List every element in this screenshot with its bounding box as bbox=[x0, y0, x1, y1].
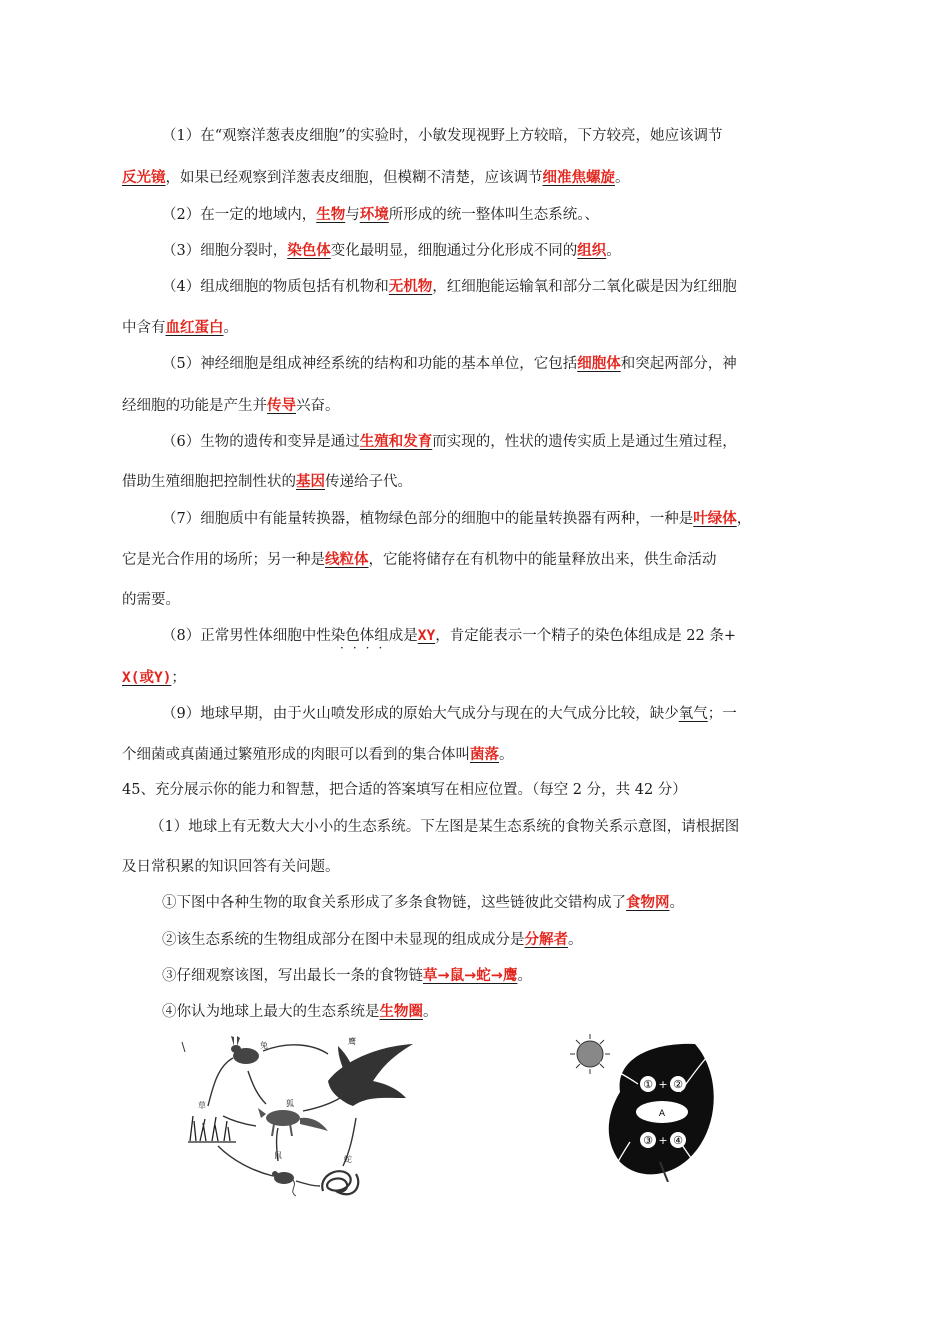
answer-decomposer: 分解者 bbox=[524, 932, 568, 948]
text-segment: 中含有 bbox=[122, 320, 166, 336]
arrow-grass-fox bbox=[223, 1116, 256, 1126]
text-segment: （2）在一定的地域内， bbox=[162, 207, 317, 223]
answer-food-chain: 草→鼠→蛇→鹰 bbox=[423, 968, 518, 984]
text-segment: （7）细胞质中有能量转换器，植物绿色部分的细胞中的能量转换器有两种，一种是 bbox=[162, 511, 694, 527]
answer-chloroplast: 叶绿体 bbox=[693, 511, 737, 527]
q3-line bbox=[162, 241, 621, 261]
q45-p1-line-1 bbox=[150, 817, 739, 837]
text-segment: ； bbox=[171, 670, 186, 686]
answer-environment: 环境 bbox=[359, 207, 389, 223]
text-segment: ， bbox=[736, 511, 752, 527]
text-segment: ，肯定能表示一个精子的染色体组成是 22 条+ bbox=[435, 628, 737, 644]
food-web-figure bbox=[178, 1036, 428, 1208]
text-segment: ，红细胞能运输氧和部分二氧化碳是因为红细胞 bbox=[432, 279, 737, 295]
answer-cell-body: 细胞体 bbox=[577, 356, 621, 372]
text-segment: ④你认为地球上最大的生态系统是 bbox=[162, 1004, 380, 1020]
label-grass: 草 bbox=[198, 1101, 206, 1110]
answer-colony: 菌落 bbox=[470, 747, 499, 763]
text-segment: 和突起两部分，神 bbox=[620, 356, 737, 372]
text-segment: ③仔细观察该图，写出最长一条的食物链 bbox=[162, 968, 423, 984]
text-segment: 。 bbox=[499, 747, 514, 763]
q45-s1 bbox=[162, 893, 684, 913]
emphasis-dots: ···· bbox=[340, 641, 392, 655]
text-segment: 借助生殖细胞把控制性状的 bbox=[122, 474, 296, 490]
q45-s3 bbox=[162, 966, 532, 986]
arrow-mouse-snake bbox=[296, 1181, 320, 1186]
text-segment: ，如果已经观察到洋葱表皮细胞，但模糊不清楚，应该调节 bbox=[165, 170, 543, 186]
q8-line-1 bbox=[162, 626, 736, 646]
q45-s4 bbox=[162, 1002, 438, 1022]
text-segment: （1）地球上有无数大大小小的生态系统。下左图是某生态系统的食物关系示意图，请根据图 bbox=[150, 819, 740, 835]
answer-reproduction: 生殖和发育 bbox=[359, 434, 433, 450]
q2-line bbox=[162, 205, 599, 225]
answer-inorganic: 无机物 bbox=[388, 279, 433, 295]
answer-tissue: 组织 bbox=[577, 243, 607, 259]
text-segment: （8）正常男性体细胞中性染色体组成是 bbox=[162, 628, 418, 644]
answer-conduct: 传导 bbox=[267, 398, 296, 414]
text-segment: 个细菌或真菌通过繁殖形成的肉眼可以看到的集合体叫 bbox=[122, 747, 470, 763]
label-1: ① bbox=[643, 1078, 653, 1091]
eagle-icon bbox=[328, 1044, 413, 1106]
label-snake: 蛇 bbox=[344, 1155, 352, 1164]
text-segment: 。 bbox=[568, 932, 583, 948]
corner-mark bbox=[182, 1042, 185, 1052]
label-3: ③ bbox=[643, 1134, 653, 1147]
snake-icon bbox=[322, 1171, 358, 1194]
text-segment: （5）神经细胞是组成神经系统的结构和功能的基本单位，它包括 bbox=[162, 356, 578, 372]
text-segment: ，它能将储存在有机物中的能量释放出来，供生命活动 bbox=[368, 552, 717, 568]
text-segment: 经细胞的功能是产生并 bbox=[122, 398, 267, 414]
text-segment: ；一 bbox=[707, 706, 737, 722]
answer-fine-focus: 细准焦螺旋 bbox=[542, 170, 615, 186]
q4-line-1 bbox=[162, 277, 737, 297]
answer-x-or-y: X(或Y) bbox=[122, 670, 172, 686]
text-segment: 它是光合作用的场所；另一种是 bbox=[122, 552, 325, 568]
answer-chromosome: 染色体 bbox=[287, 243, 331, 259]
answer-hemoglobin: 血红蛋白 bbox=[165, 320, 224, 336]
answer-reflector: 反光镜 bbox=[122, 170, 166, 186]
text-segment: 。 bbox=[606, 243, 621, 259]
arrow-rabbit-fox bbox=[248, 1071, 266, 1104]
text-segment: ②该生态系统的生物组成部分在图中未显现的组成成分是 bbox=[162, 932, 525, 948]
q1-line-1 bbox=[162, 126, 723, 146]
arrow-grass-rabbit bbox=[208, 1058, 233, 1106]
label-4: ④ bbox=[673, 1134, 683, 1147]
text-segment: 。 bbox=[615, 170, 630, 186]
text-segment: 兴奋。 bbox=[296, 398, 340, 414]
arrow-fox-eagle bbox=[303, 1098, 340, 1111]
label-eagle: 鹰 bbox=[348, 1037, 356, 1046]
rabbit-icon bbox=[231, 1036, 259, 1064]
text-segment: 。 bbox=[423, 1004, 438, 1020]
text-segment: 。 bbox=[517, 968, 532, 984]
text-segment: 及日常积累的知识回答有关问题。 bbox=[122, 859, 340, 875]
text-segment: 。 bbox=[669, 895, 684, 911]
text-segment: （9）地球早期，由于火山喷发形成的原始大气成分与现在的大气成分比较，缺少 bbox=[162, 706, 679, 722]
label-plus-bottom: + bbox=[658, 1134, 668, 1147]
grass-icon bbox=[188, 1116, 236, 1142]
q9-line-2 bbox=[122, 745, 514, 765]
label-2: ② bbox=[673, 1078, 683, 1091]
text-segment: 。 bbox=[223, 320, 238, 336]
answer-biosphere: 生物圈 bbox=[379, 1004, 423, 1020]
text-segment: 的需要。 bbox=[122, 592, 180, 608]
label-rabbit: 兔 bbox=[260, 1041, 268, 1050]
text-segment: 变化最明显，细胞通过分化形成不同的 bbox=[330, 243, 578, 259]
q7-line-2 bbox=[122, 550, 717, 570]
label-mouse: 鼠 bbox=[274, 1151, 282, 1160]
answer-xy: XY bbox=[417, 628, 436, 644]
label-plus-top: + bbox=[658, 1078, 668, 1091]
leaf-process-figure bbox=[560, 1032, 735, 1182]
text-segment: （1）在“观察洋葱表皮细胞”的实验时，小敏发现视野上方较暗，下方较亮，她应该调节 bbox=[162, 128, 723, 144]
text-segment: 所形成的统一整体叫生态系统。、 bbox=[388, 207, 599, 223]
q7-line-1 bbox=[162, 509, 751, 529]
mouse-icon bbox=[272, 1171, 296, 1196]
q5-line-1 bbox=[162, 354, 737, 374]
text-segment: （3）细胞分裂时， bbox=[162, 243, 288, 259]
label-a: A bbox=[658, 1109, 666, 1119]
q45-s2 bbox=[162, 930, 583, 950]
sun-icon bbox=[570, 1034, 610, 1074]
q1-line-2 bbox=[122, 168, 630, 188]
text-segment: ①下图中各种生物的取食关系形成了多条食物链，这些链彼此交错构成了 bbox=[162, 895, 626, 911]
q45-title bbox=[122, 780, 687, 800]
q4-line-2 bbox=[122, 318, 238, 338]
text-segment: 45、充分展示你的能力和智慧，把合适的答案填写在相应位置。（每空 2 分，共 42 分） bbox=[122, 782, 687, 798]
q9-line-1 bbox=[162, 704, 737, 724]
text-segment: 而实现的，性状的遗传实质上是通过生殖过程， bbox=[432, 434, 737, 450]
answer-food-web: 食物网 bbox=[626, 895, 670, 911]
text-segment: （4）组成细胞的物质包括有机物和 bbox=[162, 279, 389, 295]
answer-mitochondria: 线粒体 bbox=[325, 552, 369, 568]
text-segment: （6）生物的遗传和变异是通过 bbox=[162, 434, 360, 450]
answer-gene: 基因 bbox=[296, 474, 325, 490]
q6-line-1 bbox=[162, 432, 737, 452]
q6-line-2 bbox=[122, 472, 412, 492]
answer-organism: 生物 bbox=[316, 207, 346, 223]
answer-oxygen: 氧气 bbox=[678, 706, 708, 722]
text-segment: 传递给子代。 bbox=[325, 474, 412, 490]
arrow-rabbit-eagle bbox=[263, 1045, 328, 1054]
text-segment: 与 bbox=[345, 207, 360, 223]
q8-line-2 bbox=[122, 668, 186, 688]
arrow-grass-mouse bbox=[218, 1146, 273, 1176]
fox-icon bbox=[258, 1108, 328, 1136]
q7-line-3 bbox=[122, 590, 180, 610]
q45-p1-line-2 bbox=[122, 857, 340, 877]
q5-line-2 bbox=[122, 396, 340, 416]
label-fox: 狐 bbox=[286, 1099, 294, 1108]
